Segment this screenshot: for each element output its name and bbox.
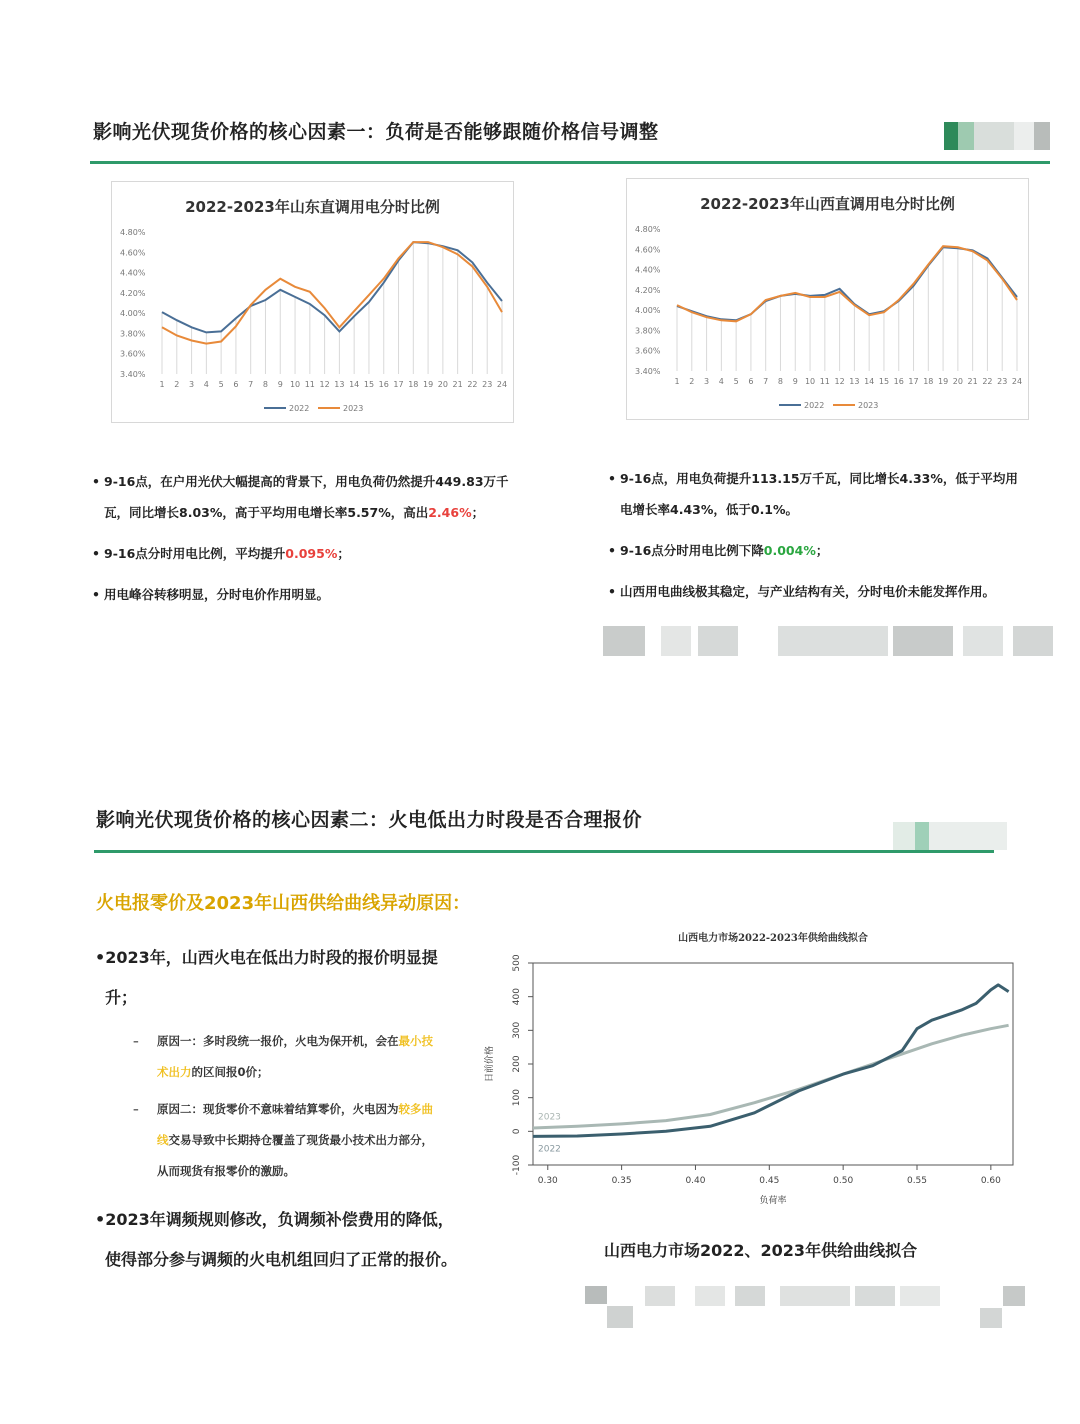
reason-2-dash: –	[133, 1102, 139, 1116]
slide2-heading: 火电报零价及2023年山西供给曲线异动原因：	[96, 893, 471, 914]
y-tick-label: 500	[512, 954, 522, 972]
x-tick-label: 6	[233, 380, 239, 389]
left-bullet-1-line2b: ；	[471, 505, 485, 520]
right-bullet-1: • 9-16点，用电负荷提升113.15万千瓦，同比增长4.33%，低于平均用 电增长率4.43%，低于0.1%。	[608, 471, 1018, 517]
y-tick-label: 3.80%	[635, 326, 661, 336]
slide2-bullet-2-line1: 2023年调频规则修改，负调频补偿费用的降低，	[105, 1210, 454, 1229]
x-tick-label: 0.30	[537, 1176, 558, 1186]
y-tick-label: 3.40%	[635, 367, 661, 376]
x-tick-label: 21	[452, 380, 463, 389]
legend-label-2023: 2023	[343, 404, 364, 413]
supply-series-2022	[533, 985, 1009, 1137]
right-bullet-2-end: ；	[815, 543, 829, 558]
y-tick-label: 100	[512, 1089, 522, 1107]
x-tick-label: 4	[203, 380, 209, 389]
x-tick-label: 22	[982, 377, 993, 386]
y-axis-label: 日前价格	[485, 1045, 495, 1083]
reason-1	[133, 1026, 477, 1088]
x-tick-label: 15	[878, 377, 890, 386]
shanxi-chart-svg	[627, 179, 1030, 421]
label-2022: 2022	[538, 1144, 561, 1155]
x-tick-label: 16	[893, 377, 904, 386]
x-tick-label: 0.35	[611, 1176, 632, 1186]
slide1-title: 影响光伏现货价格的核心因素一：负荷是否能够跟随价格信号调整	[93, 121, 659, 143]
reason-1-text: 原因一：多时段统一报价，火电为保开机，会在	[157, 1034, 399, 1048]
slide2-bullet-1-line2: 升；	[105, 988, 138, 1007]
x-tick-label: 23	[482, 380, 493, 389]
x-tick-label: 10	[289, 380, 301, 389]
x-tick-label: 15	[363, 380, 375, 389]
x-tick-label: 4	[718, 377, 724, 386]
left-bullet-1-line2a: 瓦，同比增长8.03%，高于平均用电增长率5.57%，高出	[104, 505, 429, 520]
x-tick-label: 19	[422, 380, 434, 389]
shandong-chart	[111, 181, 514, 423]
reason-2-text: 原因二：现货零价不意味着结算零价，火电因为	[157, 1102, 399, 1116]
x-tick-label: 20	[952, 377, 963, 386]
x-tick-label: 0.45	[759, 1176, 780, 1186]
left-bullet-1-line1: 9-16点，在户用光伏大幅提高的背景下，用电负荷仍然提升449.83万千	[104, 474, 509, 489]
slide2-bullet-2-line2: 使得部分参与调频的火电机组回归了正常的报价。	[105, 1250, 458, 1269]
x-tick-label: 24	[1011, 377, 1023, 386]
x-tick-label: 16	[378, 380, 389, 389]
reason-2	[133, 1094, 477, 1187]
x-tick-label: 18	[923, 377, 934, 386]
legend-label-2022: 2022	[289, 404, 310, 413]
right-bullet-3-text: 山西用电曲线极其稳定，与产业结构有关，分时电价未能发挥作用。	[620, 584, 996, 599]
x-tick-label: 0.60	[980, 1176, 1001, 1186]
shandong-chart-svg	[112, 182, 515, 424]
x-tick-label: 3	[704, 377, 710, 386]
y-tick-label: 4.40%	[635, 265, 661, 275]
supply-curve-chart	[478, 925, 1038, 1215]
x-tick-label: 7	[763, 377, 769, 386]
x-tick-label: 9	[277, 380, 283, 389]
left-bullet-1: • 9-16点，在户用光伏大幅提高的背景下，用电负荷仍然提升449.83万千 瓦，同比增长8.03%，高于平均用电增长率5.57%，高出2.46%；	[92, 474, 509, 520]
shandong-chart-title: 2022-2023年山东直调用电分时比例	[185, 198, 440, 216]
x-tick-label: 22	[467, 380, 478, 389]
x-tick-label: 18	[408, 380, 419, 389]
blurred-source-1	[603, 626, 1053, 656]
left-bullet-3-text: 用电峰谷转移明显，分时电价作用明显。	[104, 587, 330, 602]
legend-label-2022: 2022	[804, 401, 825, 410]
x-tick-label: 6	[748, 377, 754, 386]
label-2023: 2023	[538, 1112, 561, 1123]
x-tick-label: 10	[804, 377, 816, 386]
slide1-divider	[90, 161, 1050, 164]
left-bullet-2: • 9-16点分时用电比例，平均提升0.095%；	[92, 546, 350, 561]
x-tick-label: 11	[819, 377, 830, 386]
y-tick-label: 4.80%	[120, 228, 146, 237]
x-tick-label: 5	[733, 377, 739, 386]
series-2022-line	[677, 247, 1017, 320]
right-bullet-3: • 山西用电曲线极其稳定，与产业结构有关，分时电价未能发挥作用。	[608, 584, 996, 599]
left-bullet-2-highlight: 0.095%	[285, 546, 338, 561]
reason-1-end: 的区间报0价；	[191, 1065, 269, 1079]
slide2-bullet-1-line1: 2023年，山西火电在低出力时段的报价明显提	[105, 948, 438, 967]
legend-label-2023: 2023	[858, 401, 879, 410]
y-tick-label: 300	[512, 1021, 522, 1039]
x-tick-label: 0.50	[833, 1176, 854, 1186]
x-tick-label: 8	[262, 380, 269, 389]
x-tick-label: 0.55	[906, 1176, 928, 1186]
right-bullet-1-line1: 9-16点，用电负荷提升113.15万千瓦，同比增长4.33%，低于平均用	[620, 471, 1018, 486]
y-tick-label: 4.00%	[120, 309, 146, 319]
logo-blur-2	[893, 822, 1007, 850]
x-tick-label: 21	[967, 377, 978, 386]
y-tick-label: 400	[512, 988, 522, 1006]
series-2023-line	[162, 242, 502, 344]
y-tick-label: 3.80%	[120, 329, 146, 339]
y-tick-label: 4.20%	[120, 288, 146, 298]
slide2-bullet-1: •2023年，山西火电在低出力时段的报价明显提 升；	[95, 948, 438, 1007]
x-tick-label: 5	[218, 380, 224, 389]
x-tick-label: 9	[792, 377, 798, 386]
x-tick-label: 13	[334, 380, 345, 389]
left-bullet-3: • 用电峰谷转移明显，分时电价作用明显。	[92, 587, 330, 602]
slide2-title: 影响光伏现货价格的核心因素二：火电低出力时段是否合理报价	[96, 809, 643, 831]
reason-2-highlight-1: 较多曲	[398, 1102, 433, 1116]
y-tick-label: 4.20%	[635, 285, 661, 295]
slide2-divider	[94, 850, 994, 853]
x-tick-label: 20	[437, 380, 448, 389]
logo-blur-1	[944, 122, 1050, 150]
left-bullet-1-highlight: 2.46%	[428, 505, 472, 520]
x-tick-label: 11	[304, 380, 315, 389]
reason-1-dash: –	[133, 1034, 139, 1048]
x-tick-label: 3	[189, 380, 195, 389]
right-bullet-2-highlight: 0.004%	[763, 543, 816, 558]
supply-curve-caption: 山西电力市场2022、2023年供给曲线拟合	[604, 1241, 918, 1260]
supply-series-2023	[533, 1025, 1009, 1128]
right-bullet-1-line2: 电增长率4.43%，低于0.1%。	[620, 502, 799, 517]
x-tick-label: 14	[349, 380, 360, 389]
slide2-bullet-2: •2023年调频规则修改，负调频补偿费用的降低， 使得部分参与调频的火电机组回归了正常的报价。	[95, 1210, 458, 1269]
y-tick-label: 4.60%	[635, 245, 661, 255]
shanxi-chart	[626, 178, 1029, 420]
x-tick-label: 17	[393, 380, 404, 389]
y-tick-label: -100	[512, 1154, 522, 1176]
blurred-source-2	[585, 1286, 1025, 1328]
left-bullet-2-end: ；	[337, 546, 350, 561]
y-tick-label: 200	[512, 1055, 522, 1073]
x-tick-label: 1	[674, 377, 680, 386]
x-tick-label: 19	[937, 377, 949, 386]
series-2023-line	[677, 246, 1017, 321]
x-tick-label: 1	[159, 380, 165, 389]
y-tick-label: 4.80%	[635, 225, 661, 234]
x-tick-label: 23	[997, 377, 1008, 386]
x-tick-label: 2	[689, 377, 695, 386]
x-tick-label: 2	[174, 380, 180, 389]
y-tick-label: 3.60%	[635, 346, 661, 356]
y-tick-label: 4.40%	[120, 268, 146, 278]
reason-1-highlight-2: 术出力	[157, 1065, 192, 1079]
x-tick-label: 7	[248, 380, 254, 389]
x-tick-label: 13	[849, 377, 860, 386]
x-tick-label: 12	[319, 380, 330, 389]
x-tick-label: 14	[864, 377, 875, 386]
supply-curve-svg	[478, 925, 1038, 1215]
x-tick-label: 8	[777, 377, 784, 386]
y-tick-label: 3.60%	[120, 349, 146, 359]
x-tick-label: 12	[834, 377, 845, 386]
x-axis-label: 负荷率	[759, 1196, 787, 1206]
reason-1-highlight-1: 最小技	[398, 1034, 433, 1048]
y-tick-label: 4.00%	[635, 306, 661, 316]
right-bullet-2-text: 9-16点分时用电比例下降	[620, 543, 764, 558]
y-tick-label: 0	[512, 1128, 522, 1135]
x-tick-label: 24	[496, 380, 508, 389]
y-tick-label: 3.40%	[120, 370, 146, 379]
x-tick-label: 0.40	[685, 1176, 706, 1186]
x-tick-label: 17	[908, 377, 919, 386]
y-tick-label: 4.60%	[120, 248, 146, 258]
shanxi-chart-title: 2022-2023年山西直调用电分时比例	[700, 195, 955, 213]
left-bullet-2-text: 9-16点分时用电比例，平均提升	[104, 546, 286, 561]
reason-2-mid: 交易导致中长期持仓覆盖了现货最小技术出力部分，	[168, 1133, 433, 1147]
reason-2-highlight-2: 线	[157, 1133, 169, 1147]
right-bullet-2: • 9-16点分时用电比例下降0.004%；	[608, 543, 829, 558]
reason-2-end: 从而现货有报零价的激励。	[157, 1164, 295, 1178]
supply-chart-title: 山西电力市场2022-2023年供给曲线拟合	[678, 933, 868, 944]
